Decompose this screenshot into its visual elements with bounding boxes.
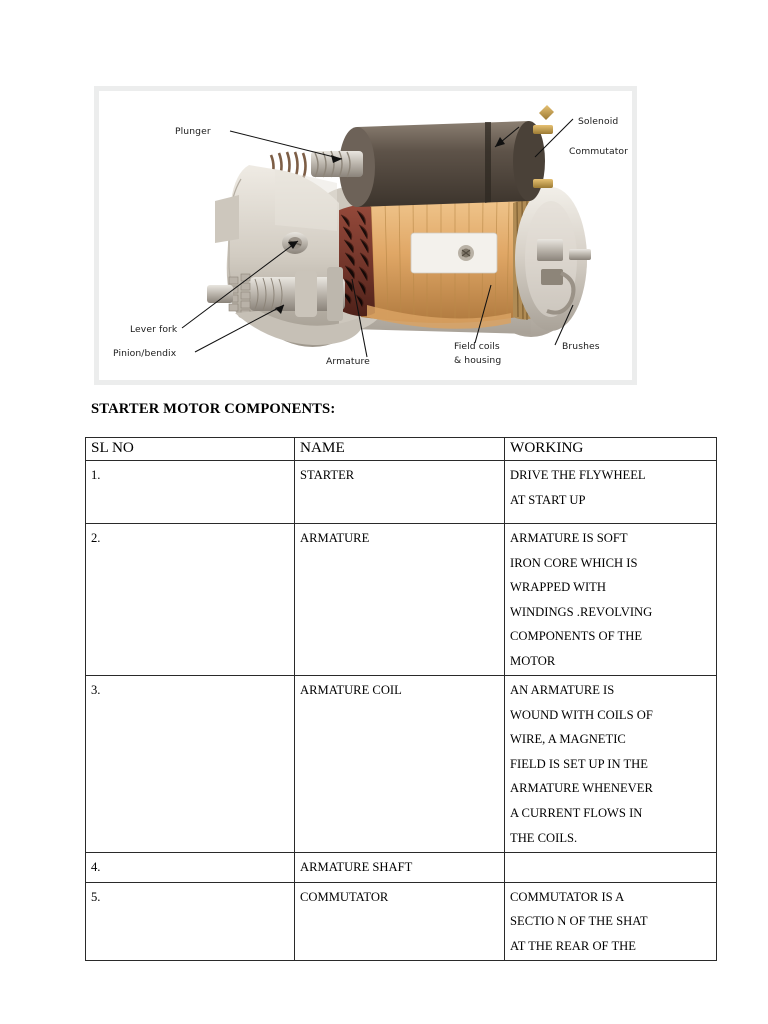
cell-working (505, 853, 717, 883)
column-header-name: NAME (295, 438, 505, 461)
cell-name: STARTER (295, 461, 505, 524)
working-line: COMMUTATOR IS A (510, 889, 625, 904)
column-header-sl-no: SL NO (86, 438, 295, 461)
working-line: WINDINGS .REVOLVING (510, 604, 653, 619)
working-line: THE COILS. (510, 830, 578, 845)
cell-working (505, 461, 717, 524)
table-header-row (86, 438, 717, 461)
working-line: WIRE, A MAGNETIC (510, 732, 626, 747)
column-header-working: WORKING (505, 438, 717, 461)
working-line: A CURRENT FLOWS IN (510, 806, 643, 821)
starter-motor-figure (94, 86, 637, 385)
cell-working (505, 524, 717, 676)
working-line: MOTOR (510, 653, 556, 668)
callout-label-lever-fork: Lever fork (130, 324, 178, 335)
cell-sl-no: 2. (86, 524, 295, 676)
working-line: WRAPPED WITH (510, 580, 606, 595)
working-line: AT THE REAR OF THE (510, 938, 636, 953)
working-line: AN ARMATURE IS (510, 683, 615, 698)
table-row (86, 853, 717, 883)
starter-motor-illustration (99, 91, 632, 380)
table-row (86, 524, 717, 676)
starter-motor-components-table (85, 437, 717, 961)
table-row (86, 461, 717, 524)
callout-label-plunger: Plunger (175, 126, 211, 137)
working-line: ARMATURE WHENEVER (510, 781, 653, 796)
table-body (86, 461, 717, 961)
callout-label-brushes: Brushes (562, 341, 600, 352)
page-title: STARTER MOTOR COMPONENTS: (91, 401, 336, 417)
cell-sl-no: 1. (86, 461, 295, 524)
cell-sl-no: 4. (86, 853, 295, 883)
working-line: WOUND WITH COILS OF (510, 707, 653, 722)
cell-working (505, 882, 717, 961)
callout-label-solenoid: Solenoid (578, 116, 619, 127)
working-line: COMPONENTS OF THE (510, 629, 643, 644)
callout-label-armature: Armature (326, 356, 370, 367)
working-line: DRIVE THE FLYWHEEL (510, 468, 646, 482)
callout-label-commutator: Commutator (569, 146, 628, 157)
callout-label-pinion-bendix: Pinion/bendix (113, 348, 177, 359)
cell-name: ARMATURE COIL (295, 676, 505, 853)
cell-sl-no: 3. (86, 676, 295, 853)
cell-working (505, 676, 717, 853)
figure-image-area (99, 91, 632, 380)
callout-label-field-coils: Field coils (454, 341, 500, 352)
cell-name: ARMATURE SHAFT (295, 853, 505, 883)
working-line: SECTIO N OF THE SHAT (510, 914, 648, 929)
working-line: AT START UP (510, 492, 586, 507)
cell-name: ARMATURE (295, 524, 505, 676)
table-header (86, 438, 717, 461)
working-line: FIELD IS SET UP IN THE (510, 756, 648, 771)
working-line: IRON CORE WHICH IS (510, 555, 638, 570)
callout-label-field-housing: & housing (454, 355, 502, 366)
working-line: ARMATURE IS SOFT (510, 531, 628, 545)
cell-name: COMMUTATOR (295, 882, 505, 961)
table-row (86, 676, 717, 853)
cell-sl-no: 5. (86, 882, 295, 961)
table-row (86, 882, 717, 961)
